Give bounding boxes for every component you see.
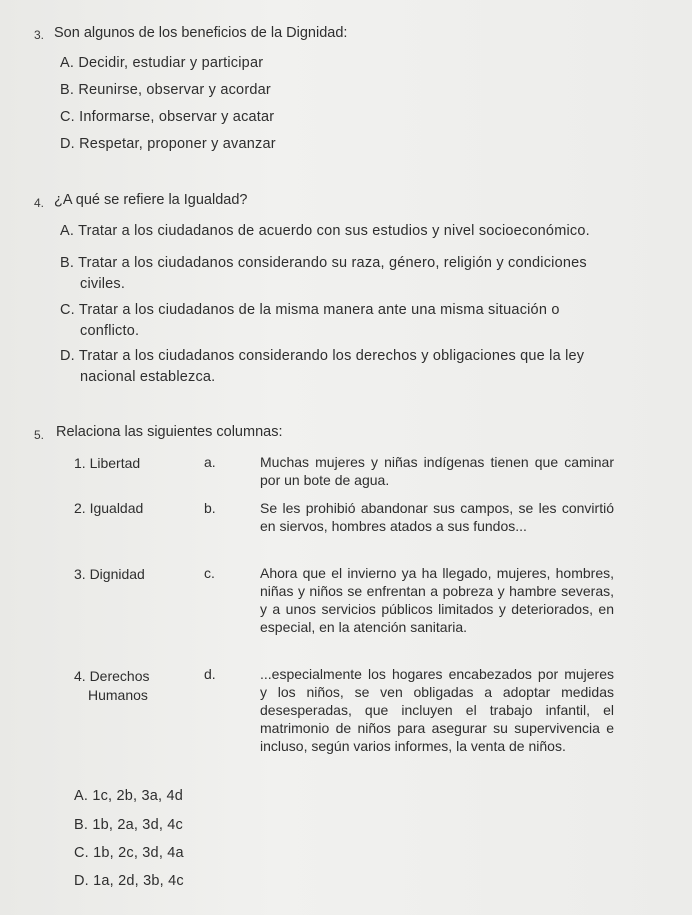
q5-right-item-d xyxy=(204,665,614,755)
q5-right-letter-d: d. xyxy=(204,666,216,682)
q3-question: Son algunos de los beneficios de la Dignidad: xyxy=(54,25,348,41)
q5-option-d[interactable]: D. 1a, 2d, 3b, 4c xyxy=(74,873,184,889)
q5-option-c[interactable]: C. 1b, 2c, 3d, 4a xyxy=(74,845,184,861)
q5-left-item-4 xyxy=(74,667,149,705)
q5-left-item-3: 3. Dignidad xyxy=(74,566,145,582)
q3-option-b[interactable]: B. Reunirse, observar y acordar xyxy=(60,82,271,98)
q5-number: 5. xyxy=(34,428,45,442)
q5-right-text-c: Ahora que el invierno ya ha llegado, mujeres, hombres, niñas y niños se enfrentan a pobreza y hambre severas, y a unos servicios públicos limitados y deteriorados, en especial, en la atención sanitaria. xyxy=(260,565,614,635)
q4-option-b-line1: B. Tratar a los ciudadanos considerando su raza, género, religión y condiciones xyxy=(60,255,587,271)
q5-right-text-a: Muchas mujeres y niñas indígenas tienen que caminar por un bote de agua. xyxy=(260,454,614,488)
q4-option-b-line2: civiles. xyxy=(80,276,126,292)
q4-option-c-line2: conflicto. xyxy=(80,323,140,339)
q5-left-item-4-line2: Humanos xyxy=(88,687,148,703)
q4-option-c-line1: C. Tratar a los ciudadanos de la misma manera ante una misma situación o xyxy=(60,302,560,318)
q5-right-item-c xyxy=(204,564,614,636)
q5-right-text-d: ...especialmente los hogares encabezados por mujeres y los niños, se ven obligadas a adoptar medidas desesperadas, que incluyen el trabajo infantil, el matrimonio de niños para asegurar su supervivencia e incluso, según varios informes, la venta de niños. xyxy=(260,666,614,754)
q5-left-item-4-line1: 4. Derechos xyxy=(74,668,150,684)
q5-option-a[interactable]: A. 1c, 2b, 3a, 4d xyxy=(74,788,183,804)
q5-right-letter-c: c. xyxy=(204,565,215,581)
q4-option-d[interactable] xyxy=(60,346,584,388)
q4-option-d-line2: nacional establezca. xyxy=(80,369,216,385)
q5-question: Relaciona las siguientes columnas: xyxy=(56,424,283,440)
q5-left-item-2: 2. Igualdad xyxy=(74,500,144,516)
q4-option-b[interactable] xyxy=(60,253,587,295)
q5-right-letter-b: b. xyxy=(204,500,216,516)
q5-left-item-1: 1. Libertad xyxy=(74,455,141,471)
q5-right-item-a xyxy=(204,453,614,489)
q5-right-text-b: Se les prohibió abandonar sus campos, se les convirtió en siervos, hombres atados a sus fundos... xyxy=(260,500,614,534)
q4-question: ¿A qué se refiere la Igualdad? xyxy=(54,192,248,208)
q5-right-letter-a: a. xyxy=(204,454,216,470)
q3-option-a[interactable]: A. Decidir, estudiar y participar xyxy=(60,55,264,71)
q4-option-a-line1: A. Tratar a los ciudadanos de acuerdo con sus estudios y nivel socioeconómico. xyxy=(60,223,590,239)
q3-option-c[interactable]: C. Informarse, observar y acatar xyxy=(60,109,275,125)
q4-option-d-line1: D. Tratar a los ciudadanos considerando los derechos y obligaciones que la ley xyxy=(60,348,585,364)
q5-right-item-b xyxy=(204,499,614,535)
q4-number: 4. xyxy=(34,196,45,210)
q4-option-a[interactable] xyxy=(60,223,590,239)
q3-option-d[interactable]: D. Respetar, proponer y avanzar xyxy=(60,136,276,152)
q3-number: 3. xyxy=(34,28,45,42)
q4-option-c[interactable] xyxy=(60,300,560,342)
q5-option-b[interactable]: B. 1b, 2a, 3d, 4c xyxy=(74,817,183,833)
